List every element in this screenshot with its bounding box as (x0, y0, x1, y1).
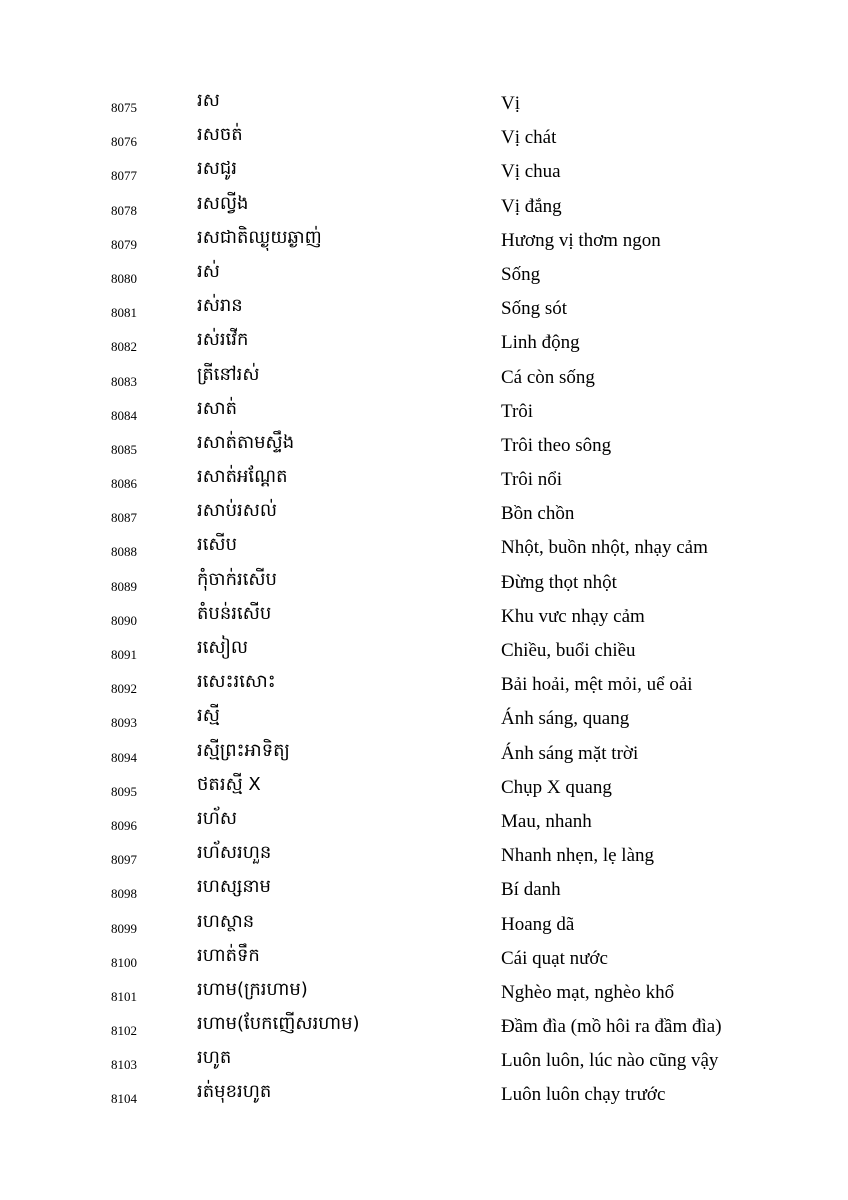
khmer-term: ថតរស្មី X (197, 773, 261, 795)
vietnamese-translation: Sống (501, 263, 541, 285)
khmer-term: រស់រាន (197, 295, 243, 317)
list-item (0, 907, 848, 941)
vietnamese-translation: Đầm đìa (mồ hôi ra đầm đìa) (501, 1016, 722, 1038)
entry-number: 8089 (111, 578, 137, 594)
vietnamese-translation: Ánh sáng, quang (501, 708, 630, 730)
vietnamese-translation: Hương vị thơm ngon (501, 229, 661, 251)
khmer-term: រហ័ស (197, 807, 237, 829)
entry-number: 8082 (111, 339, 137, 355)
entry-number: 8103 (111, 1057, 137, 1073)
vietnamese-translation: Sống sót (501, 298, 567, 320)
vietnamese-translation: Cá còn sống (501, 366, 595, 388)
vietnamese-translation: Bải hoải, mệt mỏi, uể oải (501, 674, 693, 696)
khmer-term: រស់រវើក (197, 329, 249, 351)
list-item (0, 189, 848, 223)
vietnamese-translation: Vị chát (501, 127, 557, 149)
khmer-term: រហស្ថាន (197, 910, 255, 932)
khmer-term: កុំចាក់រសើប (197, 568, 277, 590)
vietnamese-translation: Mau, nhanh (501, 810, 592, 832)
entry-number: 8088 (111, 544, 137, 560)
entry-number: 8095 (111, 783, 137, 799)
entry-number: 8077 (111, 168, 137, 184)
list-item (0, 872, 848, 906)
vietnamese-translation: Cái quạt nước (501, 947, 608, 969)
khmer-term: រសៀល (197, 637, 249, 658)
vietnamese-translation: Chụp X quang (501, 776, 612, 798)
vietnamese-translation: Luôn luôn, lúc nào cũng vậy (501, 1050, 719, 1072)
khmer-term: រសជូរ (197, 158, 237, 180)
list-item (0, 633, 848, 667)
entry-number: 8093 (111, 715, 137, 731)
vietnamese-translation: Đừng thọt nhột (501, 571, 617, 593)
list-item (0, 325, 848, 359)
khmer-term: រហាម(បែកញើសរហាម) (197, 1013, 360, 1035)
vietnamese-translation: Vị (501, 93, 520, 114)
khmer-term: រហ័សរហួន (197, 842, 272, 864)
list-item (0, 120, 848, 154)
entry-number: 8091 (111, 647, 137, 662)
vietnamese-translation: Chiều, buổi chiều (501, 640, 636, 661)
list-item (0, 86, 848, 120)
list-item (0, 360, 848, 394)
khmer-term: រស្មី (197, 705, 220, 727)
khmer-term: រស្មីព្រះអាទិត្យ (197, 739, 290, 761)
entry-number: 8097 (111, 852, 137, 868)
entry-number: 8098 (111, 886, 137, 902)
vietnamese-translation: Trôi (501, 400, 534, 422)
entry-number: 8096 (111, 817, 137, 833)
vietnamese-translation: Vị chua (501, 161, 561, 183)
list-item (0, 599, 848, 633)
dictionary-entries (0, 86, 848, 1112)
khmer-term: រហូត (197, 1047, 232, 1069)
list-item (0, 1043, 848, 1077)
entry-number: 8080 (111, 270, 137, 286)
list-item (0, 394, 848, 428)
list-item (0, 667, 848, 701)
entry-number: 8090 (111, 612, 137, 628)
khmer-term: រស (197, 90, 220, 111)
vietnamese-translation: Vị đắng (501, 195, 562, 217)
list-item (0, 428, 848, 462)
entry-number: 8104 (111, 1091, 137, 1107)
khmer-term: រត់មុខរហូត (197, 1081, 272, 1103)
khmer-term: រសល្វីង (197, 192, 249, 214)
entry-number: 8075 (111, 100, 137, 115)
khmer-term: រហាត់ទឹក (197, 944, 260, 966)
khmer-term: រសាប់រសល់ (197, 500, 277, 522)
list-item (0, 838, 848, 872)
list-item (0, 462, 848, 496)
khmer-term: រស់ (197, 260, 220, 282)
vietnamese-translation: Nhột, buồn nhột, nhạy cảm (501, 537, 708, 559)
entry-number: 8099 (111, 920, 137, 936)
list-item (0, 496, 848, 530)
entry-number: 8092 (111, 681, 137, 697)
vietnamese-translation: Khu vưc nhạy cảm (501, 605, 645, 627)
khmer-term: ត្រីនៅរស់ (197, 363, 260, 385)
khmer-term: រហស្សនាម (197, 876, 271, 898)
entry-number: 8076 (111, 134, 137, 150)
list-item (0, 530, 848, 564)
list-item (0, 154, 848, 188)
entry-number: 8101 (111, 988, 137, 1004)
khmer-term: តំបន់រសើប (197, 602, 272, 624)
entry-number: 8094 (111, 749, 137, 765)
vietnamese-translation: Linh động (501, 332, 580, 354)
khmer-term: រសចត់ (197, 124, 243, 146)
khmer-term: រសជាតិឈ្ងុយឆ្ងាញ់ (197, 226, 322, 248)
vietnamese-translation: Ánh sáng mặt trời (501, 742, 639, 764)
khmer-term: រសេះរសោះ (197, 671, 276, 693)
entry-number: 8100 (111, 954, 137, 970)
entry-number: 8102 (111, 1023, 137, 1039)
entry-number: 8083 (111, 373, 137, 389)
vietnamese-translation: Nhanh nhẹn, lẹ làng (501, 845, 655, 867)
khmer-term: រសាត់ (197, 397, 237, 419)
list-item (0, 1077, 848, 1111)
list-item (0, 736, 848, 770)
list-item (0, 291, 848, 325)
list-item (0, 941, 848, 975)
entry-number: 8087 (111, 510, 137, 526)
vietnamese-translation: Luôn luôn chạy trước (501, 1084, 666, 1106)
khmer-term: រហាម(ក្ររហាម) (197, 978, 308, 1000)
list-item (0, 565, 848, 599)
vietnamese-translation: Hoang dã (501, 913, 575, 935)
vietnamese-translation: Trôi theo sông (501, 434, 612, 456)
vietnamese-translation: Bồn chồn (501, 503, 575, 525)
entry-number: 8081 (111, 305, 137, 321)
entry-number: 8079 (111, 236, 137, 252)
vietnamese-translation: Nghèo mạt, nghèo khổ (501, 981, 675, 1003)
list-item (0, 1009, 848, 1043)
list-item (0, 257, 848, 291)
list-item (0, 223, 848, 257)
list-item (0, 975, 848, 1009)
list-item (0, 701, 848, 735)
khmer-term: រសាត់អណ្តែត (197, 466, 288, 488)
khmer-term: រសើប (197, 534, 237, 556)
entry-number: 8084 (111, 407, 137, 423)
entry-number: 8078 (111, 202, 137, 218)
vietnamese-translation: Trôi nổi (501, 469, 563, 491)
list-item (0, 770, 848, 804)
khmer-term: រសាត់តាមស្ទឹង (197, 431, 295, 453)
entry-number: 8086 (111, 476, 137, 492)
vietnamese-translation: Bí danh (501, 879, 561, 901)
list-item (0, 804, 848, 838)
entry-number: 8085 (111, 441, 137, 457)
